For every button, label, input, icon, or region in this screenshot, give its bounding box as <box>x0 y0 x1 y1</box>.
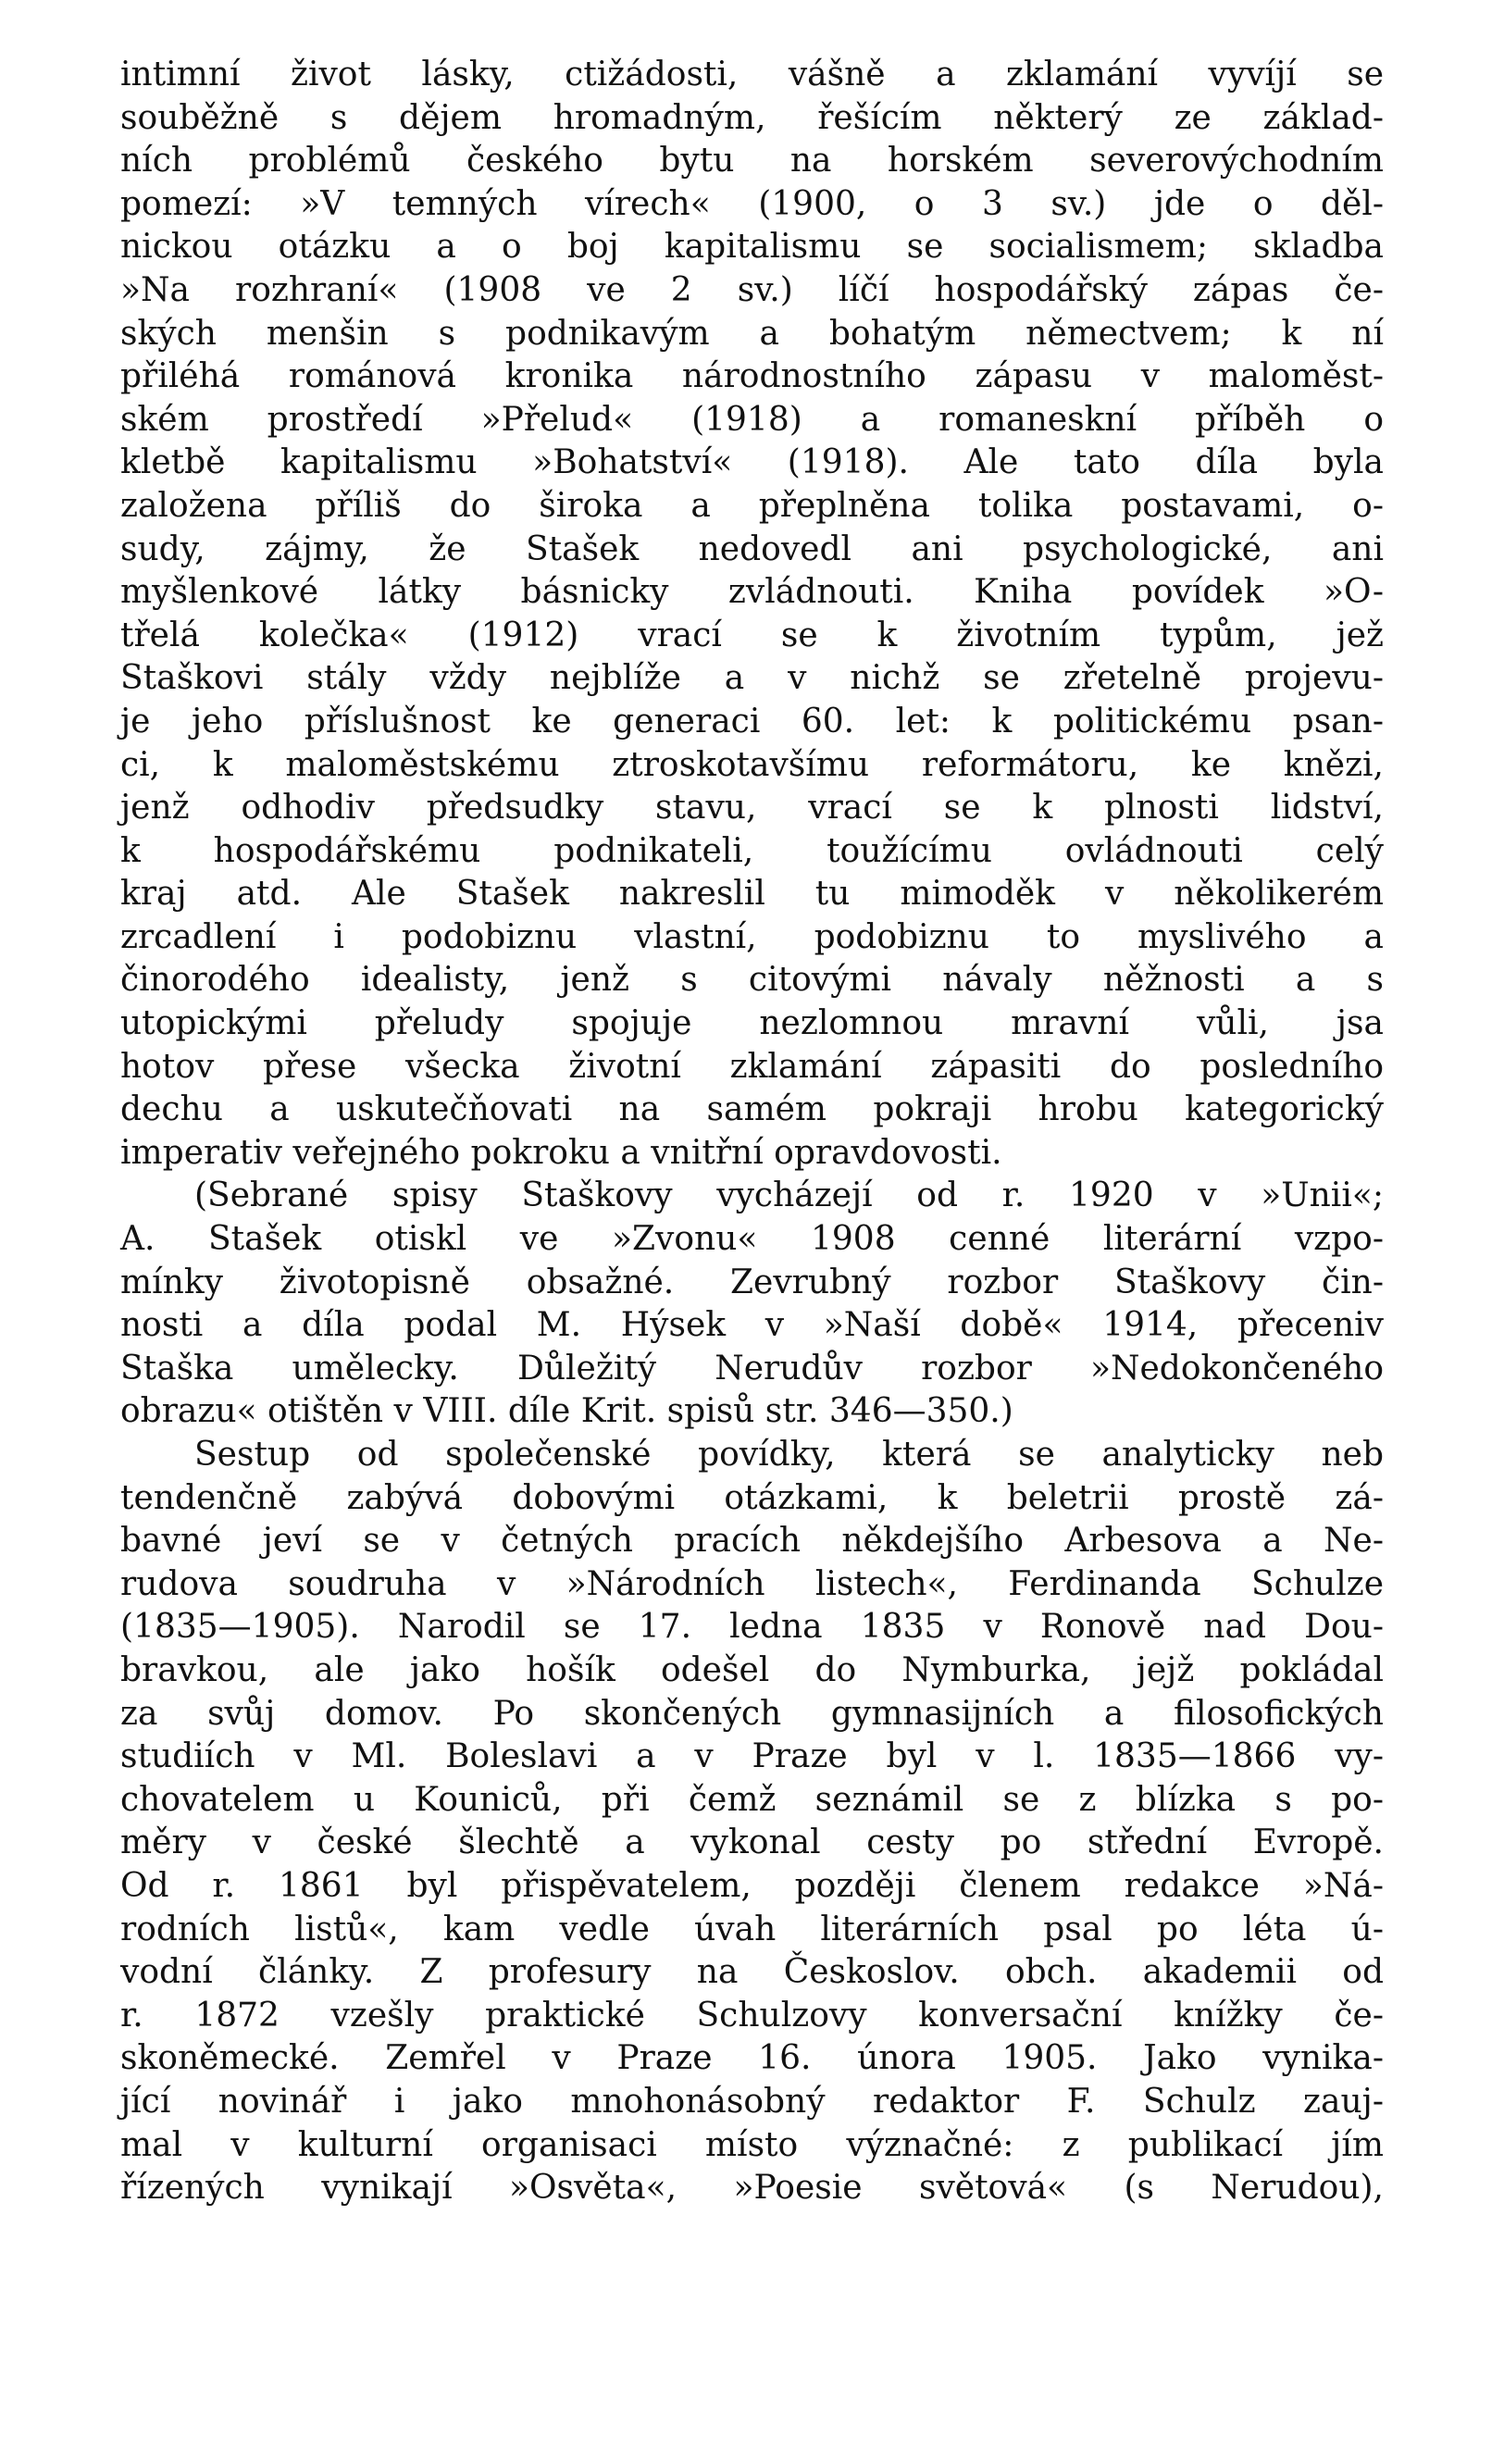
text-line: »Na rozhraní« (1908 ve 2 sv.) líčí hospodářský zápas če- <box>120 270 1384 309</box>
text-line: Staška umělecky. Důležitý Nerudův rozbor »Nedokončeného <box>120 1349 1384 1388</box>
text-line: nickou otázku a o boj kapitalismu se socialismem; skladba <box>120 228 1384 267</box>
text-line: řízených vynikají »Osvěta«, »Poesie světová« (s Nerudou), <box>120 2169 1384 2208</box>
text-line: ních problémů českého bytu na horském severovýchodním <box>120 142 1384 180</box>
text-line: za svůj domov. Po skončených gymnasijních a filosofických <box>120 1694 1384 1733</box>
text-line: (1835—1905). Narodil se 17. ledna 1835 v Ronově nad Dou- <box>120 1608 1384 1647</box>
text-line: ském prostředí »Přelud« (1918) a romaneskní příběh o <box>120 400 1384 439</box>
text-line: k hospodářskému podnikateli, toužícímu ovládnouti celý <box>120 831 1384 870</box>
text-line: mal v kulturní organisaci místo význačné: z publikací jím <box>120 2125 1384 2164</box>
text-line: intimní život lásky, ctižádosti, vášně a zklamání vyvíjí se <box>120 56 1384 93</box>
text-line: pomezí: »V temných vírech« (1900, o 3 sv.) jde o děl- <box>120 184 1384 223</box>
paragraph-start-line: Sestup od společenské povídky, která se analyticky neb <box>194 1436 1384 1474</box>
text-line: měry v české šlechtě a vykonal cesty po střední Evropě. <box>120 1823 1384 1862</box>
text-line: kletbě kapitalismu »Bohatství« (1918). Ale tato díla byla <box>120 443 1384 482</box>
document-page <box>120 54 1384 2210</box>
text-line: Staškovi stály vždy nejblíže a v nichž se zřetelně projevu- <box>120 659 1384 698</box>
text-line: skoněmecké. Zemřel v Praze 16. února 1905. Jako vynika- <box>120 2039 1384 2078</box>
text-line: myšlenkové látky básnicky zvládnouti. Kniha povídek »O- <box>120 573 1384 612</box>
text-line: nosti a díla podal M. Hýsek v »Naší době« 1914, přeceniv <box>120 1306 1384 1345</box>
paragraph-end-line: obrazu« otištěn v VIII. díle Krit. spisů str. 346—350.) <box>120 1392 1013 1431</box>
text-line: souběžně s dějem hromadným, řešícím některý ze základ- <box>120 98 1384 137</box>
text-line: vodní články. Z profesury na Českoslov. obch. akademii od <box>120 1953 1384 1992</box>
text-line: založena příliš do široka a přeplněna tolika postavami, o- <box>120 486 1384 525</box>
text-line: rudova soudruha v »Národních listech«, Ferdinanda Schulze <box>120 1564 1384 1603</box>
paragraph-end-line: imperativ veřejného pokroku a vnitřní opravdovosti. <box>120 1133 1002 1172</box>
text-line: přiléhá románová kronika národnostního zápasu v maloměst- <box>120 357 1384 396</box>
text-line: bravkou, ale jako hošík odešel do Nymburka, jejž pokládal <box>120 1650 1384 1689</box>
text-line: r. 1872 vzešly praktické Schulzovy konversační knížky če- <box>120 1996 1384 2035</box>
text-line: dechu a uskutečňovati na samém pokraji hrobu kategorický <box>120 1090 1384 1129</box>
text-line: rodních listů«, kam vedle úvah literárních psal po léta ú- <box>120 1910 1384 1948</box>
text-line: činorodého idealisty, jenž s citovými návaly něžnosti a s <box>120 961 1384 1000</box>
text-line: Od r. 1861 byl přispěvatelem, později členem redakce »Ná- <box>120 1866 1384 1905</box>
text-line: mínky životopisně obsažné. Zevrubný rozbor Staškovy čin- <box>120 1263 1384 1301</box>
text-line: bavné jeví se v četných pracích někdejšího Arbesova a Ne- <box>120 1522 1384 1561</box>
paragraph-start-line: (Sebrané spisy Staškovy vycházejí od r. 1920 v »Unii«; <box>194 1176 1384 1215</box>
text-line: ci, k maloměstskému ztroskotavšímu reformátoru, ke knězi, <box>120 745 1384 784</box>
text-line: jící novinář i jako mnohonásobný redaktor F. Schulz zauj- <box>120 2082 1384 2121</box>
text-line: tendenčně zabývá dobovými otázkami, k beletrii prostě zá- <box>120 1478 1384 1517</box>
text-line: studiích v Ml. Boleslavi a v Praze byl v l. 1835—1866 vy- <box>120 1737 1384 1776</box>
text-line: A. Stašek otiskl ve »Zvonu« 1908 cenné literární vzpo- <box>120 1220 1384 1259</box>
text-line: je jeho příslušnost ke generaci 60. let: k politickému psan- <box>120 702 1384 740</box>
text-line: hotov přese všecka životní zklamání zápasiti do posledního <box>120 1047 1384 1086</box>
text-line: zrcadlení i podobiznu vlastní, podobiznu to myslivého a <box>120 917 1384 956</box>
text-line: utopickými přeludy spojuje nezlomnou mravní vůli, jsa <box>120 1004 1384 1043</box>
text-line: třelá kolečka« (1912) vrací se k životním typům, jež <box>120 616 1384 654</box>
text-line: kraj atd. Ale Stašek nakreslil tu mimoděk v několikerém <box>120 875 1384 914</box>
text-line: jenž odhodiv předsudky stavu, vrací se k plnosti lidství, <box>120 789 1384 828</box>
text-line: ských menšin s podnikavým a bohatým němectvem; k ní <box>120 314 1384 353</box>
text-line: chovatelem u Kouniců, při čemž seznámil se z blízka s po- <box>120 1780 1384 1819</box>
text-line: sudy, zájmy, že Stašek nedovedl ani psychologické, ani <box>120 529 1384 568</box>
